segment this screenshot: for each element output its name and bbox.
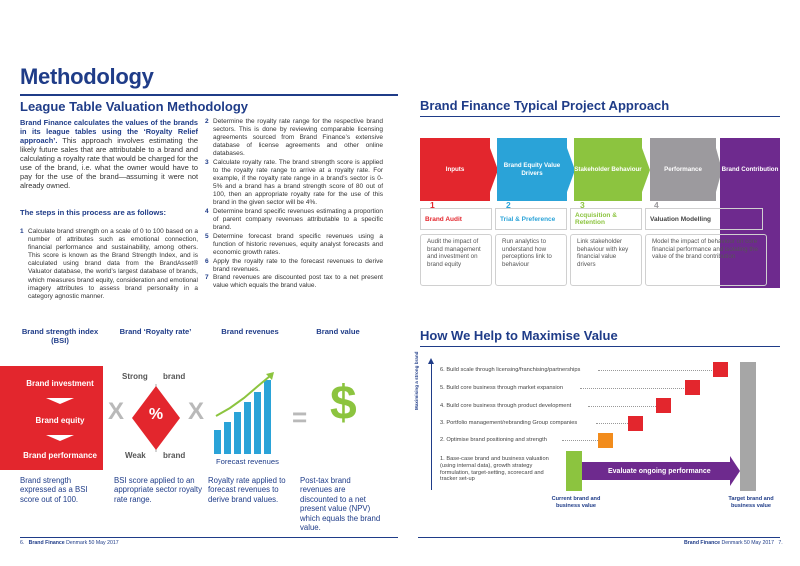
intro-bold: Brand Finance calculates the values of the brands in its league tables using the ‘Royalty Relief approach’. bbox=[20, 118, 198, 145]
stage-box-drivers: Brand Equity Value Drivers bbox=[497, 138, 567, 201]
weak-label: Weak bbox=[125, 451, 146, 460]
steps-column-1 bbox=[20, 228, 198, 301]
brand-label-weak: brand bbox=[163, 451, 186, 460]
step-item bbox=[20, 228, 198, 301]
step-number: 5 bbox=[205, 232, 209, 240]
brand-performance-box: Brand performance bbox=[23, 450, 97, 460]
percent-icon: % bbox=[148, 406, 164, 423]
revenues-heading: Brand revenues bbox=[221, 327, 279, 336]
multiply-icon: X bbox=[188, 398, 205, 425]
step-item bbox=[205, 159, 383, 208]
stage-number: 1 bbox=[430, 200, 435, 210]
bsi-caption: Brand strength expressed as a BSI score out of 100. bbox=[20, 476, 88, 504]
step-item bbox=[205, 274, 383, 290]
stage-number: 2 bbox=[506, 200, 511, 210]
stage-box-contribution: Brand Contribution bbox=[721, 165, 779, 173]
value-step-3: 3. Portfolio management/rebranding Group companies bbox=[440, 420, 578, 426]
intro-paragraph bbox=[20, 118, 198, 190]
forecast-label: Forecast revenues bbox=[216, 457, 279, 466]
step-marker-3 bbox=[628, 416, 643, 431]
page-title: Methodology bbox=[20, 64, 154, 89]
approach-title: Brand Finance Typical Project Approach bbox=[420, 98, 670, 113]
stage-description: Model the impact of behaviour on core financial performance and isolating the value of the brand contribution bbox=[645, 234, 767, 286]
evaluate-band: Evaluate ongoing performance bbox=[582, 462, 730, 480]
footer-rule-right bbox=[418, 537, 780, 538]
chevron-icon bbox=[642, 148, 650, 192]
leader-line bbox=[596, 423, 628, 424]
footer-brand-left: Brand Finance bbox=[28, 540, 65, 546]
step-text: Determine forecast brand specific revenues using a function of historic revenues, equity analyst forecasts and economic growth rates. bbox=[213, 232, 383, 256]
step-item bbox=[205, 208, 383, 232]
step-text: Determine the royalty rate range for the respective brand sectors. This is done by reviewing comparable licensing agreements sourced from Brand Finance’s extensive database of license agreements and other online databases. bbox=[213, 118, 383, 158]
brand-equity-box: Brand equity bbox=[35, 415, 85, 425]
step-item bbox=[205, 118, 383, 158]
step-text: Determine brand specific revenues estimating a proportion of parent company revenues attributable to a specific brand. bbox=[213, 208, 383, 232]
step-number: 7 bbox=[205, 274, 209, 282]
section-title: League Table Valuation Methodology bbox=[20, 99, 249, 114]
y-axis bbox=[431, 362, 432, 490]
footer-left bbox=[20, 540, 119, 546]
stage-label: Brand Audit bbox=[420, 208, 492, 230]
revenues-caption: Royalty rate applied to forecast revenues to derive brand values. bbox=[208, 476, 286, 504]
axis-arrow-icon bbox=[428, 358, 434, 364]
page-number-right: 7. bbox=[778, 540, 783, 546]
steps-column-2 bbox=[205, 118, 383, 290]
axis-label: Maximising a strong brand bbox=[414, 351, 419, 410]
multiply-icon: X bbox=[108, 398, 125, 425]
brand-investment-box: Brand investment bbox=[26, 378, 94, 388]
intro-rest: This approach involves estimating the likely future sales that are attributable to a brand and calculating a royalty rate that would be charged for the use of the brand, i.e. what the owner would have to pay for the use of the brand—assuming it were not already owned. bbox=[20, 136, 198, 190]
footer-text-right: Denmark 50 May 2017 bbox=[721, 540, 774, 546]
royalty-caption: BSI score applied to an appropriate sector royalty rate range. bbox=[114, 476, 202, 504]
stage-number: 3 bbox=[580, 200, 585, 210]
step-number: 4 bbox=[205, 208, 209, 216]
arrow-right-icon bbox=[730, 456, 740, 486]
leader-line bbox=[580, 388, 684, 389]
forecast-bars-chart bbox=[212, 368, 284, 456]
value-step-6: 6. Build scale through licensing/franchising/partnerships bbox=[440, 367, 581, 373]
stage-label: Acquisition & Retention bbox=[570, 208, 642, 230]
strong-label: Strong bbox=[122, 372, 148, 381]
leader-line bbox=[598, 370, 712, 371]
step-text: Apply the royalty rate to the forecast revenues to derive brand revenues. bbox=[213, 257, 383, 273]
step-number: 3 bbox=[205, 158, 209, 166]
stage-description: Audit the impact of brand management and investment on brand equity bbox=[420, 234, 492, 286]
step-text: Calculate brand strength on a scale of 0 to 100 based on a number of attributes such as emotional connection, financial performance and sustainability, among others. This score is known as the Brand Strength Index, and is calculated using brand data from the BrandAsset® Valuator database, the world’s largest database of brands, which measures brand equity, consideration and emotional imagery attributes to assess brand personality in a category agnostic manner. bbox=[28, 228, 198, 300]
step-marker-2 bbox=[598, 433, 613, 448]
step-marker-4 bbox=[656, 398, 671, 413]
value-step-5: 5. Build core business through market expansion bbox=[440, 385, 563, 391]
step-text: Brand revenues are discounted post tax to a net present value which equals the brand value. bbox=[213, 274, 383, 290]
equals-icon: = bbox=[292, 402, 308, 432]
stage-description: Run analytics to understand how perceptions link to behaviour bbox=[495, 234, 567, 286]
step-number: 2 bbox=[205, 118, 209, 125]
down-arrow-icon bbox=[46, 398, 74, 404]
value-title: How We Help to Maximise Value bbox=[420, 328, 618, 343]
title-divider bbox=[20, 94, 398, 96]
current-value-bar bbox=[566, 451, 582, 491]
value-step-2: 2. Optimise brand positioning and strength bbox=[440, 437, 547, 443]
value-heading: Brand value bbox=[316, 327, 360, 336]
royalty-heading: Brand ‘Royalty rate’ bbox=[119, 327, 192, 336]
step-item bbox=[205, 258, 383, 274]
target-value-label: Target brand and business value bbox=[728, 496, 774, 509]
value-step-1: 1. Base-case brand and business valuation (using internal data), growth strategy formulation, target-setting, scorecard and tracker set-up bbox=[440, 456, 549, 483]
step-item bbox=[205, 233, 383, 257]
dollar-icon: $ bbox=[330, 377, 357, 430]
stage-box-behaviour: Stakeholder Behaviour bbox=[574, 138, 642, 201]
approach-divider bbox=[420, 116, 780, 117]
footer-rule-left bbox=[20, 537, 398, 538]
leader-line bbox=[562, 440, 598, 441]
step-number: 1 bbox=[20, 228, 24, 235]
current-value-label: Current brand and business value bbox=[551, 496, 601, 509]
stage-label: Valuation Modelling bbox=[645, 208, 763, 230]
value-divider bbox=[420, 346, 780, 347]
footer-brand-right: Brand Finance bbox=[684, 540, 721, 546]
stage-box-performance: Performance bbox=[650, 138, 716, 201]
leader-line bbox=[588, 406, 656, 407]
brand-label-strong: brand bbox=[163, 372, 186, 381]
step-text: Calculate royalty rate. The brand strength score is applied to the royalty rate range to arrive at a royalty rate. For example, if the royalty rate range in a brand’s sector is 0-5% and a brand has a brand strength score of 80 out of 100, then an appropriate royalty rate for the use of this brand in the given sector will be 4%. bbox=[213, 158, 383, 207]
steps-heading: The steps in this process are as follows: bbox=[20, 208, 167, 217]
stage-number: 4 bbox=[654, 200, 659, 210]
bsi-heading: Brand strength index (BSI) bbox=[21, 327, 99, 345]
step-marker-6 bbox=[713, 362, 728, 377]
footer-text-left: Denmark 50 May 2017 bbox=[66, 540, 119, 546]
value-caption: Post-tax brand revenues are discounted to a net present value (NPV) which equals the brand value. bbox=[300, 476, 381, 533]
stage-box-inputs: Inputs bbox=[420, 138, 490, 201]
stage-label: Trial & Preference bbox=[495, 208, 567, 230]
footer-right bbox=[684, 540, 783, 546]
stage-description: Link stakeholder behaviour with key financial value drivers bbox=[570, 234, 642, 286]
value-step-4: 4. Build core business through product development bbox=[440, 403, 572, 409]
page-number-left: 6. bbox=[20, 540, 25, 546]
step-marker-5 bbox=[685, 380, 700, 395]
target-value-bar bbox=[740, 362, 756, 491]
step-number: 6 bbox=[205, 257, 209, 265]
